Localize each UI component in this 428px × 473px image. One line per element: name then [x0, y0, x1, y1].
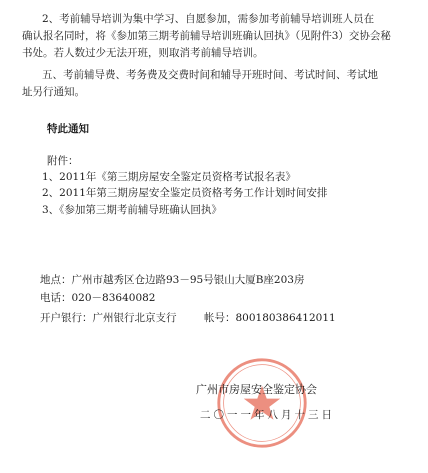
- paragraph-2-line-3: 书处。若人数过少无法开班，则取消考前辅导培训。: [22, 47, 264, 59]
- signature-org: 广州市房屋安全鉴定协会: [196, 383, 317, 396]
- attachment-item-1: 1、2011年《第三期房屋安全鉴定员资格考试报名表》: [42, 171, 296, 183]
- official-seal-stamp: [214, 355, 310, 451]
- contact-bank: 开户银行：广州银行北京支行: [40, 312, 177, 324]
- contact-phone: 电话：020－83640082: [40, 292, 156, 304]
- paragraph-2-line-2: 确认报名同时，将《参加第三期考前辅导培训班确认回执》（见附件3）交协会秘: [22, 30, 391, 42]
- signature-date: 二〇一一年八月十三日: [200, 409, 335, 421]
- contact-account: 帐号：800180386412011: [204, 312, 336, 324]
- attachment-item-2: 2、2011年第三期房屋安全鉴定员资格考务工作计划时间安排: [42, 187, 328, 199]
- attachments-label: 附件：: [47, 155, 79, 167]
- attachment-item-3: 3、《参加第三期考前辅导班确认回执》: [42, 204, 222, 216]
- paragraph-5-line-1: 五、考前辅导费、考务费及交费时间和辅导开班时间、考试时间、考试地: [42, 69, 378, 81]
- paragraph-2-line-1: 2、考前辅导培训为集中学习、自愿参加，需参加考前辅导培训班人员在: [42, 13, 375, 25]
- contact-address: 地点：广州市越秀区仓边路93－95号银山大厦B座203房: [40, 274, 305, 286]
- special-notice: 特此通知: [47, 123, 89, 135]
- paragraph-5-line-2: 址另行通知。: [22, 86, 85, 98]
